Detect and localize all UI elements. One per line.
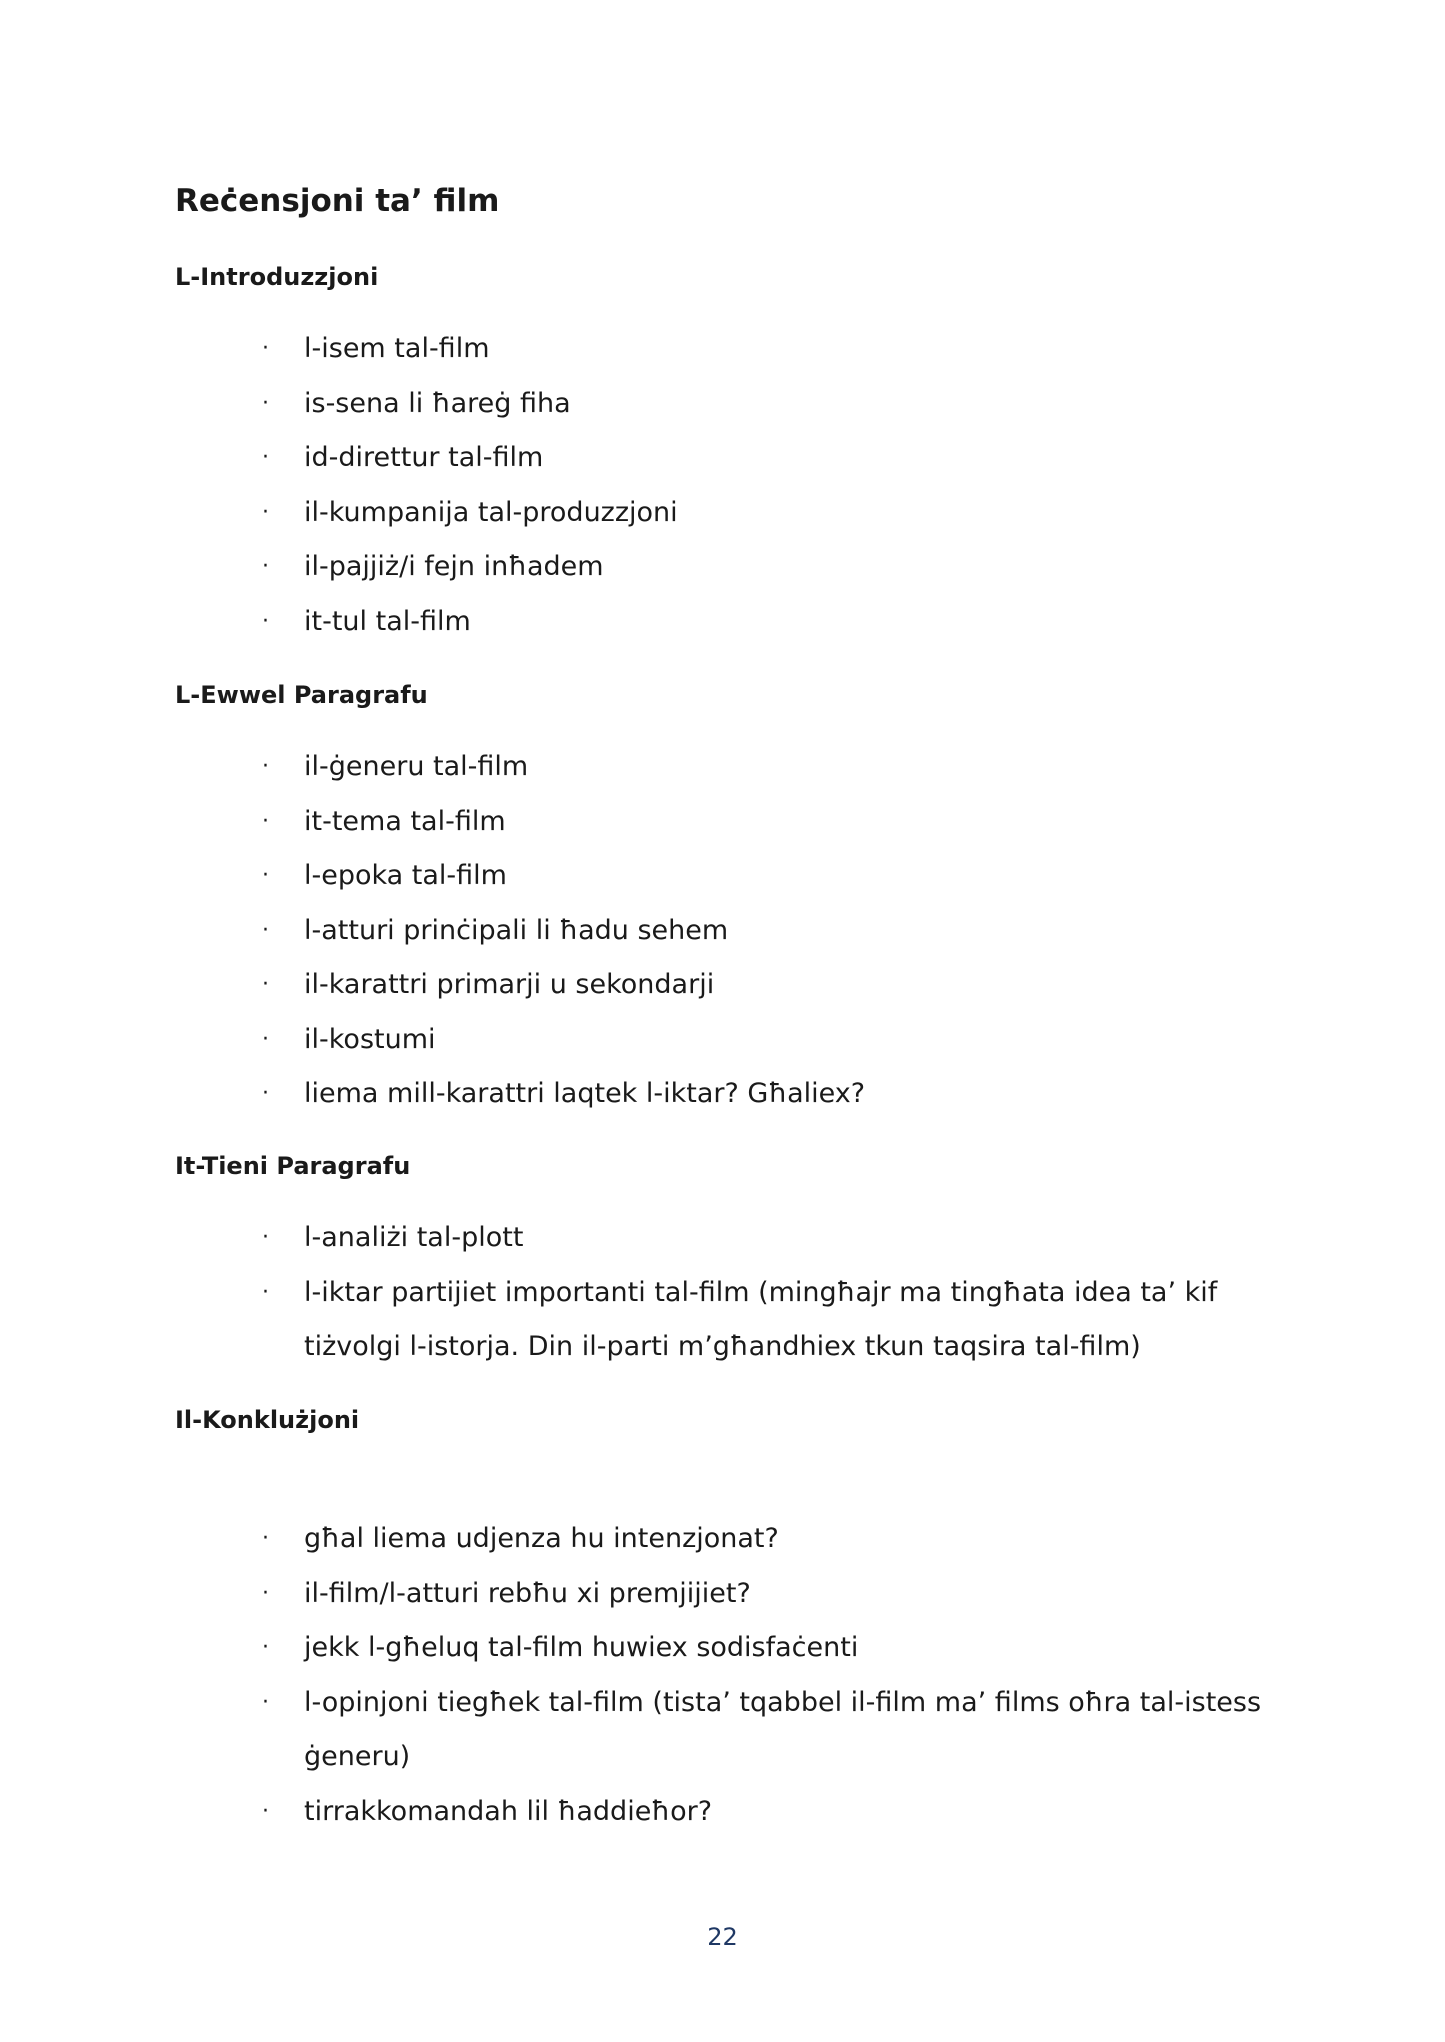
bullet-icon: · <box>262 554 269 579</box>
bullet-icon: · <box>262 1580 269 1606</box>
bullet-icon: · <box>262 917 269 943</box>
section-heading-introduzzjoni: L-Introduzzjoni <box>175 263 379 291</box>
bullet-icon: · <box>262 1279 269 1305</box>
bullet-icon: · <box>262 336 269 361</box>
list-item: · l-analiżi tal-plott <box>262 1211 1302 1266</box>
bullet-icon: · <box>262 754 269 779</box>
list-item: · il-kostumi <box>262 1013 1302 1068</box>
list-item: · jekk l-għeluq tal-film huwiex sodisfaċenti <box>262 1621 1302 1676</box>
bullet-icon: · <box>262 972 269 997</box>
bullet-icon: · <box>262 863 269 888</box>
bullet-icon: · <box>262 499 269 525</box>
list-item: · il-pajjiż/i fejn inħadem <box>262 540 1302 595</box>
section-heading-tieni-paragrafu: It-Tieni Paragrafu <box>175 1152 411 1180</box>
list-konkluzjoni <box>262 1512 1302 1839</box>
list-item: · liema mill-karattri laqtek l-iktar? Għaliex? <box>262 1067 1302 1122</box>
list-item: · l-epoka tal-film <box>262 849 1302 904</box>
list-ewwel-paragrafu <box>262 740 1302 1122</box>
bullet-icon: · <box>262 1081 269 1106</box>
list-item: · għal liema udjenza hu intenzjonat? <box>262 1512 1302 1567</box>
list-item: · il-ġeneru tal-film <box>262 740 1302 795</box>
list-item: · l-atturi prinċipali li ħadu sehem <box>262 904 1302 959</box>
bullet-icon: · <box>262 1526 269 1551</box>
page-title: Reċensjoni ta’ film <box>175 183 500 219</box>
bullet-icon: · <box>262 1635 269 1660</box>
list-item: · tirrakkomandah lil ħaddieħor? <box>262 1785 1302 1840</box>
bullet-icon: · <box>262 1798 269 1824</box>
list-tieni-paragrafu <box>262 1211 1302 1375</box>
list-item: · l-iktar partijiet importanti tal-film (mingħajr ma tingħata idea ta’ kif tiżvolgi l-istorja. Din il-parti m’għandhiex tkun taqsira tal-film) <box>262 1266 1302 1375</box>
section-heading-ewwel-paragrafu: L-Ewwel Paragrafu <box>175 681 428 709</box>
bullet-icon: · <box>262 390 269 416</box>
bullet-icon: · <box>262 445 269 470</box>
bullet-icon: · <box>262 608 269 634</box>
list-item: · it-tema tal-film <box>262 795 1302 850</box>
list-item: · l-opinjoni tiegħek tal-film (tista’ tqabbel il-film ma’ films oħra tal-istess ġeneru) <box>262 1676 1302 1785</box>
list-item: · il-film/l-atturi rebħu xi premjijiet? <box>262 1567 1302 1622</box>
bullet-icon: · <box>262 1689 269 1715</box>
page-number: 22 <box>707 1923 738 1951</box>
bullet-icon: · <box>262 808 269 834</box>
bullet-icon: · <box>262 1026 269 1052</box>
list-item: · il-kumpanija tal-produzzjoni <box>262 486 1302 541</box>
list-item: · is-sena li ħareġ fiha <box>262 377 1302 432</box>
bullet-icon: · <box>262 1225 269 1250</box>
list-item: · it-tul tal-film <box>262 595 1302 650</box>
list-item: · l-isem tal-film <box>262 322 1302 377</box>
list-item: · id-direttur tal-film <box>262 431 1302 486</box>
list-item: · il-karattri primarji u sekondarji <box>262 958 1302 1013</box>
section-heading-konkluzjoni: Il-Konklużjoni <box>175 1406 360 1434</box>
list-introduzzjoni <box>262 322 1302 649</box>
